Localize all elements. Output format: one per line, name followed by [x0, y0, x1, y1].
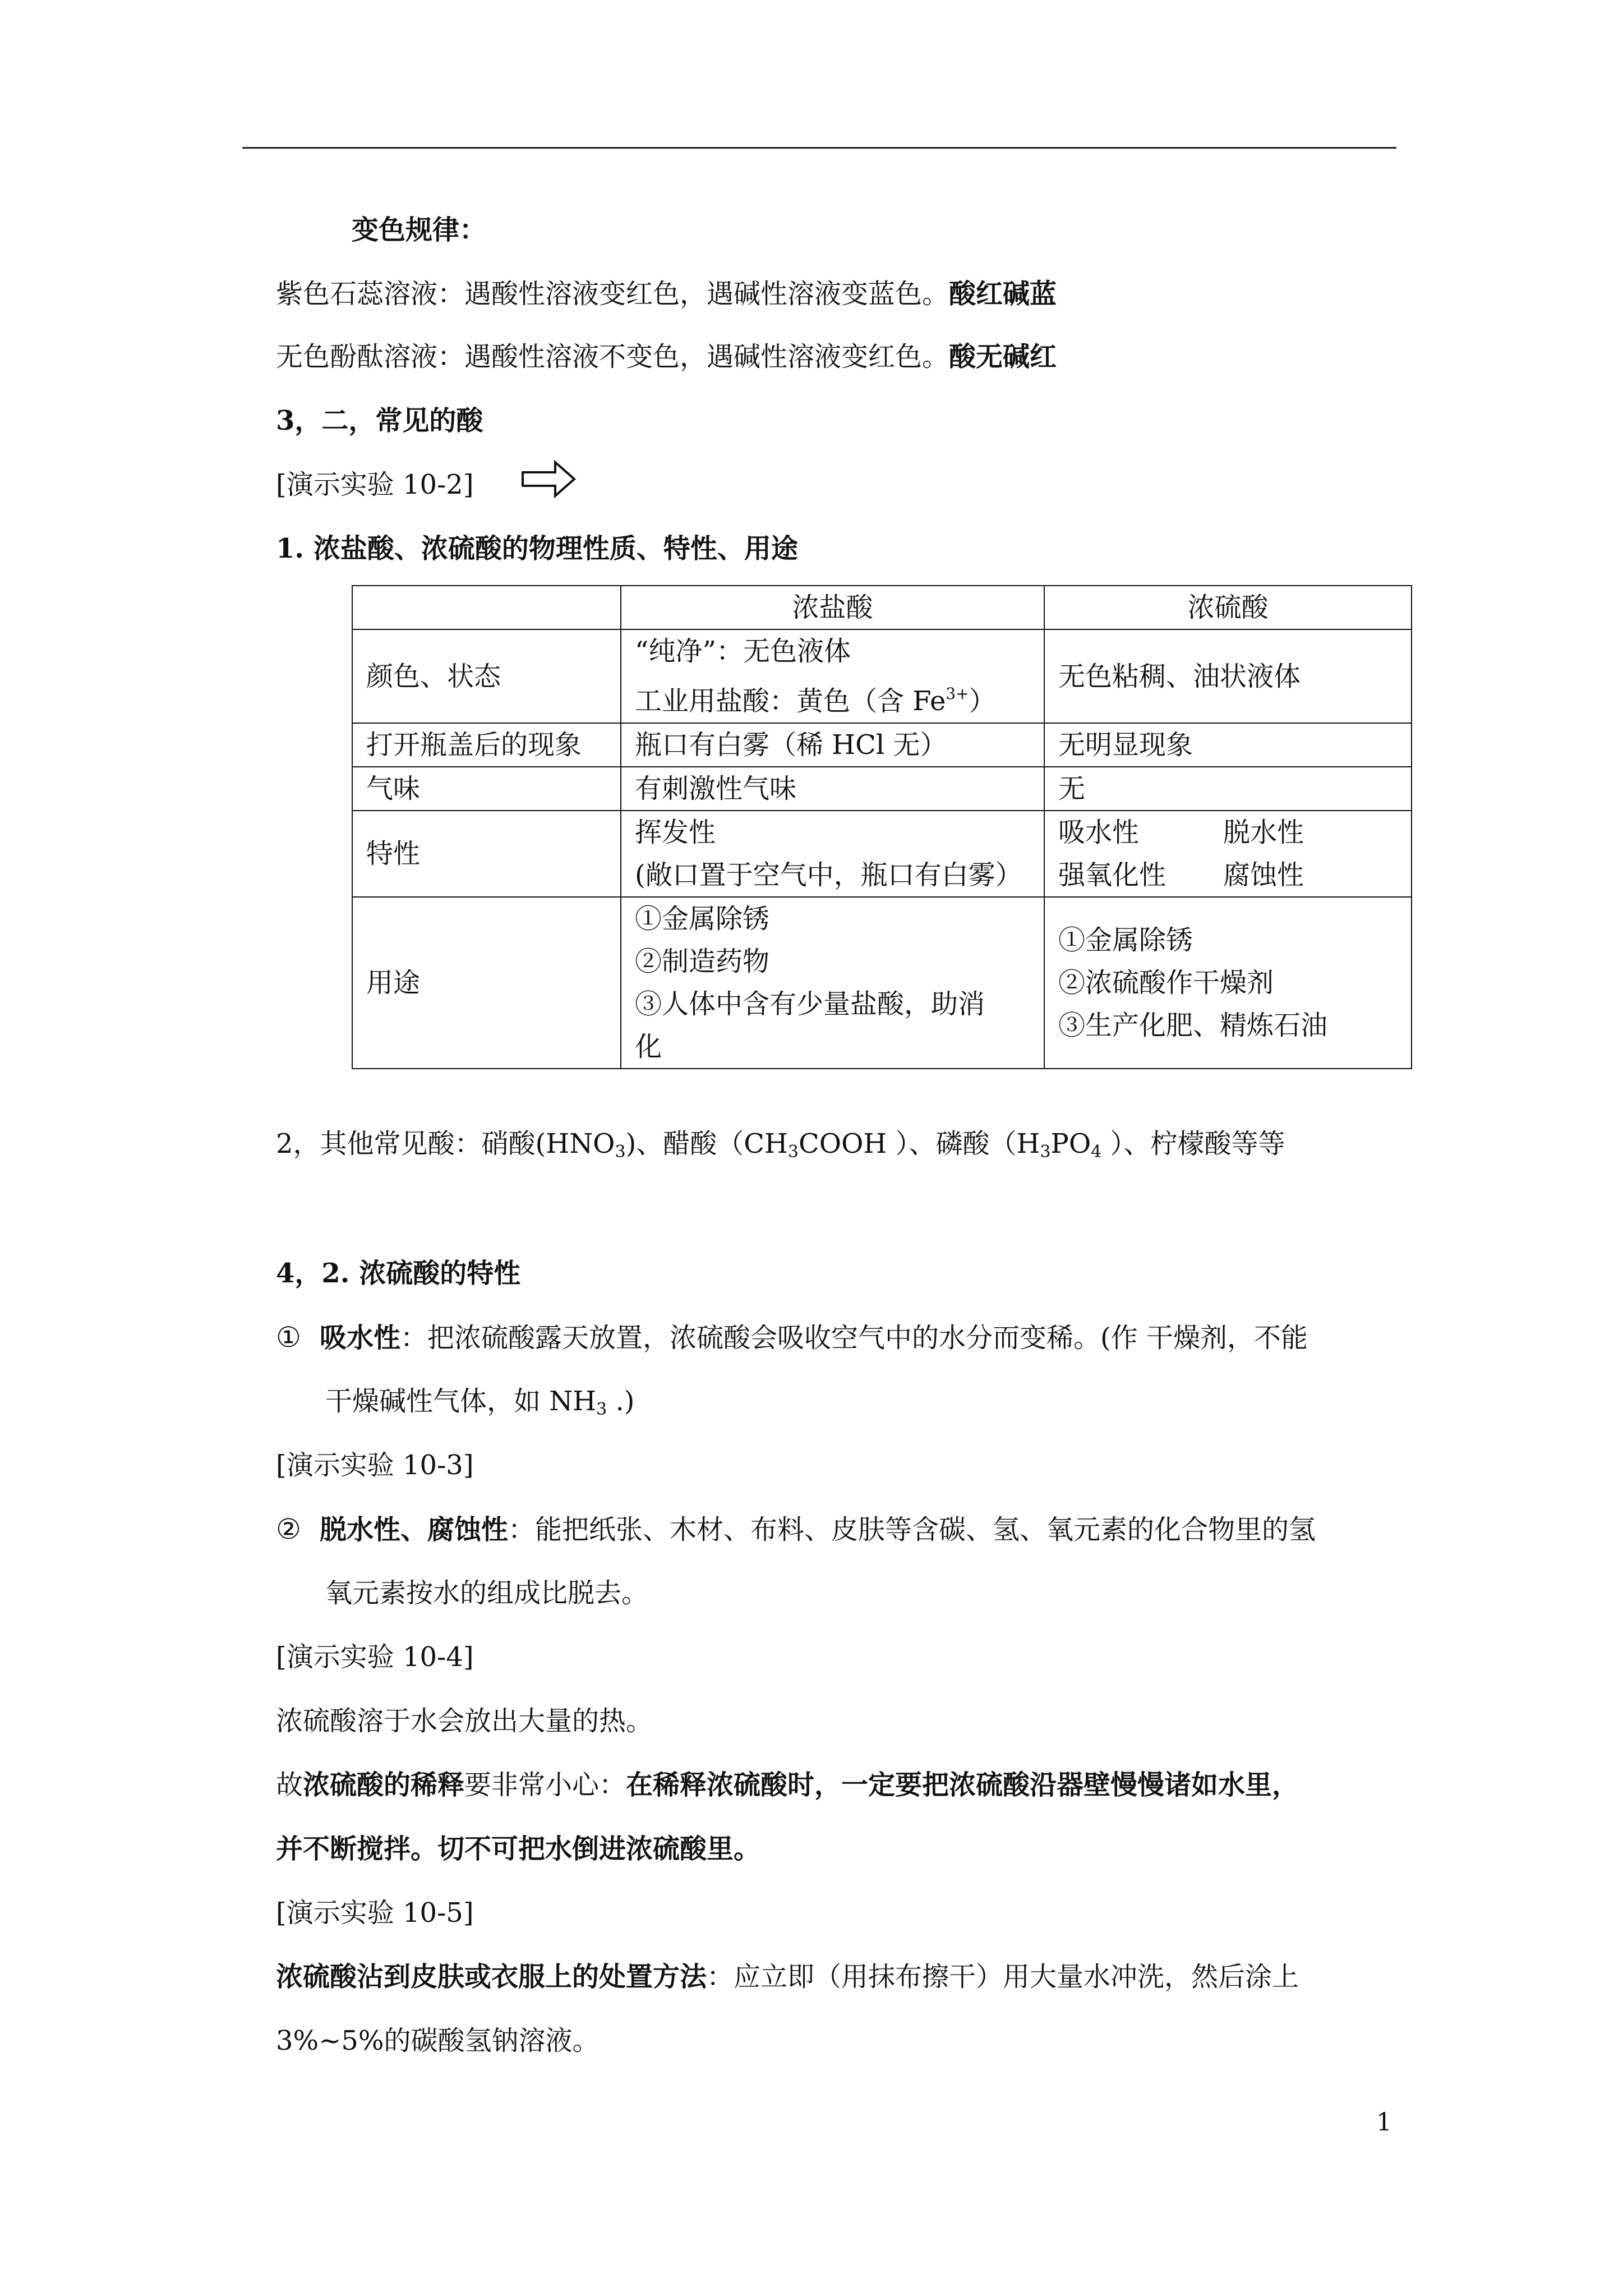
row-label: 颜色、状态: [352, 629, 621, 723]
demo-10-4: [演示实验 10-4]: [276, 1641, 474, 1673]
hcl-cell: “纯净”：无色液体 工业用盐酸：黄色（含 $Fe^{3+}$）: [621, 629, 1044, 723]
other-acids: 2，其他常见酸：硝酸$(HNO_3)$、醋酸（$CH_3COOH$ ）、磷酸（$H_3PO_4$ ）、柠檬酸等等: [276, 1128, 1285, 1162]
table-header-hcl: 浓盐酸: [621, 586, 1044, 629]
hcl-cell: 挥发性 (敞口置于空气中，瓶口有白雾）: [621, 811, 1044, 897]
h2so4-cell: 无明显现象: [1044, 723, 1412, 767]
h2so4-cell: 吸水性 脱水性 强氧化性 腐蚀性: [1044, 811, 1412, 897]
hcl-cell: 瓶口有白雾（稀 HCl 无）: [621, 723, 1044, 767]
skin-contact-treatment-cont: 3%~5%的碳酸氢钠溶液。: [276, 2025, 600, 2056]
hcl-cell: ①金属除锈 ②制造药物 ③人体中含有少量盐酸，助消 化: [621, 897, 1044, 1069]
table-row-open-bottle: [352, 723, 1412, 767]
row-label: 打开瓶盖后的现象: [352, 723, 621, 767]
table-row-color-state: [352, 629, 1412, 723]
h2so4-cell: 无: [1044, 767, 1412, 811]
section-common-acids: 3，二，常见的酸: [276, 405, 483, 436]
table-header-blank: [352, 586, 621, 629]
demo-10-5: [演示实验 10-5]: [276, 1897, 474, 1929]
item-water-absorption: ① 吸水性：把浓硫酸露天放置，浓硫酸会吸收空气中的水分而变稀。(作 干燥剂，不能: [276, 1321, 1308, 1354]
table-row-properties: [352, 811, 1412, 897]
item-dehydration-cont: 氧元素按水的组成比脱去。: [325, 1577, 649, 1609]
heat-release-text: 浓硫酸溶于水会放出大量的热。: [276, 1705, 653, 1737]
phenolphthalein-rule: 无色酚酞溶液：遇酸性溶液不变色，遇碱性溶液变红色。酸无碱红: [276, 341, 1057, 372]
table-header-row: [352, 586, 1412, 629]
litmus-rule: 紫色石蕊溶液：遇酸性溶液变红色，遇碱性溶液变蓝色。酸红碱蓝: [276, 278, 1057, 310]
acid-properties-table: [352, 585, 1412, 1069]
item-dehydration: ② 脱水性、腐蚀性：能把纸张、木材、布料、皮肤等含碳、氢、氧元素的化合物里的氢: [276, 1513, 1316, 1545]
row-label: 用途: [352, 897, 621, 1069]
right-arrow-icon: [520, 457, 577, 501]
hcl-cell: 有刺激性气味: [621, 767, 1044, 811]
demo-10-3: [演示实验 10-3]: [276, 1450, 474, 1481]
color-rules-title: 变色规律：: [352, 214, 487, 246]
dilution-warning: 故浓硫酸的稀释要非常小心：在稀释浓硫酸时，一定要把浓硫酸沿器壁慢慢诸如水里，: [276, 1769, 1299, 1801]
item-water-absorption-cont: 干燥碱性气体，如 $NH_3$ .): [325, 1386, 635, 1419]
h2so4-properties-title: 4，2. 浓硫酸的特性: [276, 1258, 521, 1289]
h2so4-cell: 无色粘稠、油状液体: [1044, 629, 1412, 723]
row-label: 特性: [352, 811, 621, 897]
page-number: 1: [1376, 2108, 1392, 2137]
table-row-odor: [352, 767, 1412, 811]
row-label: 气味: [352, 767, 621, 811]
dilution-warning-cont: 并不断搅拌。切不可把水倒进浓硫酸里。: [276, 1833, 761, 1865]
skin-contact-treatment: 浓硫酸沾到皮肤或衣服上的处置方法：应立即（用抹布擦干）用大量水冲洗，然后涂上: [276, 1961, 1299, 1993]
table-header-h2so4: 浓硫酸: [1044, 586, 1412, 629]
table-title: 1. 浓盐酸、浓硫酸的物理性质、特性、用途: [276, 533, 798, 564]
header-rule: [242, 147, 1396, 149]
demo-10-2: [演示实验 10-2]: [276, 469, 474, 500]
table-row-uses: [352, 897, 1412, 1069]
h2so4-cell: ①金属除锈 ②浓硫酸作干燥剂 ③生产化肥、精炼石油: [1044, 897, 1412, 1069]
